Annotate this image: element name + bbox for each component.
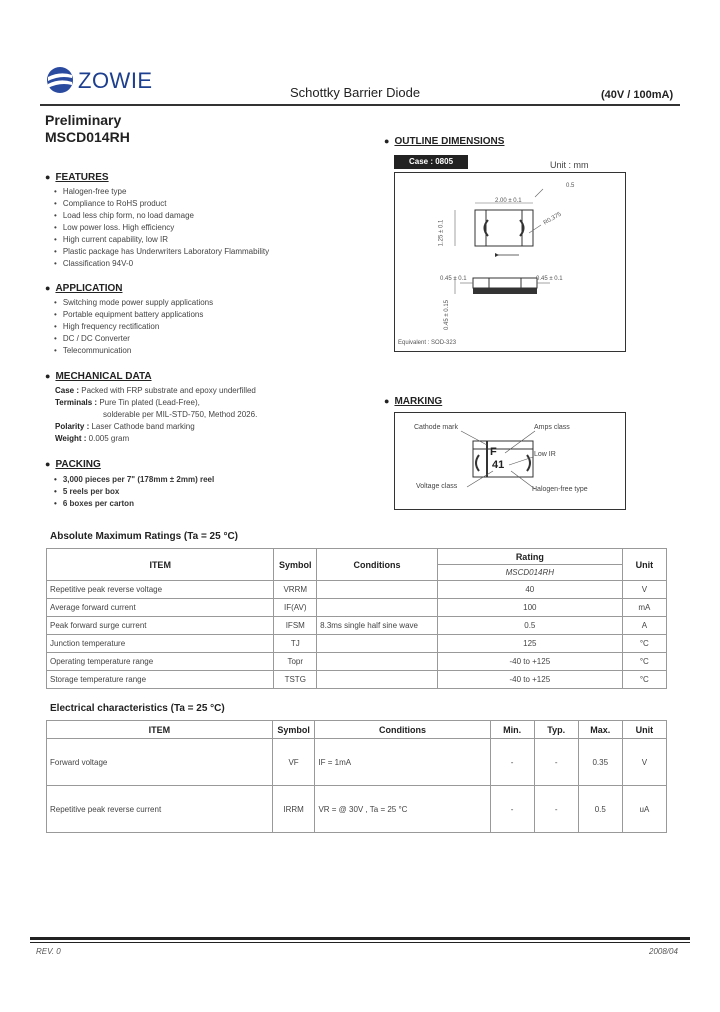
- dim-pad-left: 0.45 ± 0.1: [440, 276, 467, 282]
- cell-max: 0.35: [578, 739, 622, 786]
- col-max: Max.: [578, 721, 622, 739]
- marking-halogen: Halogen-free type: [532, 486, 588, 493]
- cell-item: Junction temperature: [47, 635, 274, 653]
- col-conditions: Conditions: [317, 549, 438, 581]
- cell-cond: 8.3ms single half sine wave: [317, 617, 438, 635]
- mechanical-data: [55, 385, 355, 445]
- part-number: MSCD014RH: [45, 129, 130, 145]
- cell-symbol: TJ: [274, 635, 317, 653]
- application-list: [54, 297, 354, 357]
- col-item: ITEM: [47, 549, 274, 581]
- marking-voltage: Voltage class: [416, 483, 458, 490]
- cell-typ: -: [534, 739, 578, 786]
- col-min: Min.: [490, 721, 534, 739]
- terminals-label: Terminals :: [55, 398, 98, 407]
- cell-symbol: VRRM: [274, 581, 317, 599]
- cell-unit: V: [622, 581, 666, 599]
- list-item: • Telecommunication: [54, 345, 354, 357]
- cell-cond: IF = 1mA: [315, 739, 490, 786]
- terminals-value-2: solderable per MIL-STD-750, Method 2026.: [103, 410, 258, 419]
- application-heading: ● APPLICATION: [45, 283, 122, 294]
- table-row: [47, 671, 667, 689]
- col-rating: Rating: [437, 549, 622, 565]
- cell-unit: °C: [622, 635, 666, 653]
- list-item: • Classification 94V-0: [54, 258, 354, 270]
- cell-typ: -: [534, 786, 578, 833]
- status-label: Preliminary: [45, 112, 122, 128]
- cell-item: Peak forward surge current: [47, 617, 274, 635]
- cell-item: Operating temperature range: [47, 653, 274, 671]
- dim-length: 2.00 ± 0.1: [495, 198, 522, 204]
- weight-label: Weight :: [55, 434, 87, 443]
- case-tag: Case : 0805: [394, 155, 468, 169]
- marking-code-number: 41: [492, 459, 505, 471]
- list-item: • DC / DC Converter: [54, 333, 354, 345]
- dim-band: 0.5: [566, 183, 575, 189]
- cell-rating: -40 to +125: [437, 671, 622, 689]
- col-conditions: Conditions: [315, 721, 490, 739]
- cell-unit: uA: [622, 786, 666, 833]
- cell-cond: [317, 653, 438, 671]
- cell-unit: V: [622, 739, 666, 786]
- list-item: • Portable equipment battery applications: [54, 309, 354, 321]
- marking-low-ir: Low IR: [534, 451, 556, 458]
- cell-symbol: TSTG: [274, 671, 317, 689]
- elec-table: [46, 720, 667, 833]
- list-item: • Plastic package has Underwriters Laboratory Flammability: [54, 246, 354, 258]
- col-rating-part: MSCD014RH: [437, 565, 622, 581]
- brand-logo: [46, 66, 74, 99]
- revision-label: REV. 0: [36, 947, 61, 956]
- footer-divider-thin: [30, 942, 690, 943]
- cell-rating: 0.5: [437, 617, 622, 635]
- unit-label: Unit : mm: [550, 160, 589, 170]
- col-item: ITEM: [47, 721, 273, 739]
- cell-rating: 125: [437, 635, 622, 653]
- cell-symbol: IF(AV): [274, 599, 317, 617]
- cell-unit: mA: [622, 599, 666, 617]
- list-item: • 3,000 pieces per 7" (178mm ± 2mm) reel: [54, 474, 374, 486]
- abs-max-table: [46, 548, 667, 689]
- list-item: • High current capability, low IR: [54, 234, 354, 246]
- elec-title: Electrical characteristics (Ta = 25 °C): [50, 703, 225, 714]
- case-label: Case :: [55, 386, 80, 395]
- cell-symbol: VF: [272, 739, 315, 786]
- cell-unit: °C: [622, 653, 666, 671]
- cell-symbol: IRRM: [272, 786, 315, 833]
- marking-amps: Amps class: [534, 424, 570, 431]
- mechanical-heading: ● MECHANICAL DATA: [45, 371, 152, 382]
- cell-cond: [317, 671, 438, 689]
- polarity-value: Laser Cathode band marking: [91, 422, 195, 431]
- cell-item: Forward voltage: [47, 739, 273, 786]
- cell-item: Repetitive peak reverse voltage: [47, 581, 274, 599]
- marking-cathode: Cathode mark: [414, 424, 458, 431]
- features-list: [54, 186, 354, 270]
- case-value: Packed with FRP substrate and epoxy underfilled: [81, 386, 256, 395]
- footer-divider: [30, 937, 690, 940]
- dim-pad-right: 0.45 ± 0.1: [536, 276, 563, 282]
- table-row: [47, 617, 667, 635]
- cell-max: 0.5: [578, 786, 622, 833]
- cell-cond: [317, 635, 438, 653]
- cell-item: Storage temperature range: [47, 671, 274, 689]
- col-unit: Unit: [622, 721, 666, 739]
- cell-symbol: IFSM: [274, 617, 317, 635]
- cell-min: -: [490, 786, 534, 833]
- terminals-value: Pure Tin plated (Lead-Free),: [99, 398, 200, 407]
- features-heading: ● FEATURES: [45, 172, 109, 183]
- cell-symbol: Topr: [274, 653, 317, 671]
- cell-item: Average forward current: [47, 599, 274, 617]
- table-row: [47, 739, 667, 786]
- table-row: [47, 599, 667, 617]
- list-item: • Low power loss. High efficiency: [54, 222, 354, 234]
- table-row: [47, 635, 667, 653]
- zowie-globe-icon: [46, 66, 74, 94]
- cell-unit: A: [622, 617, 666, 635]
- dim-height: 0.45 ± 0.15: [443, 300, 450, 330]
- col-unit: Unit: [622, 549, 666, 581]
- equivalent-label: Equivalent : SOD-323: [398, 340, 457, 346]
- date-label: 2008/04: [649, 947, 678, 956]
- col-typ: Typ.: [534, 721, 578, 739]
- list-item: • Compliance to RoHS product: [54, 198, 354, 210]
- list-item: • 5 reels per box: [54, 486, 374, 498]
- cell-cond: [317, 599, 438, 617]
- list-item: • High frequency rectification: [54, 321, 354, 333]
- cell-min: -: [490, 739, 534, 786]
- polarity-label: Polarity :: [55, 422, 90, 431]
- list-item: • Halogen-free type: [54, 186, 354, 198]
- col-symbol: Symbol: [274, 549, 317, 581]
- list-item: • 6 boxes per carton: [54, 498, 374, 510]
- cell-rating: -40 to +125: [437, 653, 622, 671]
- packing-list: [54, 474, 374, 510]
- cell-item: Repetitive peak reverse current: [47, 786, 273, 833]
- cell-unit: °C: [622, 671, 666, 689]
- list-item: • Load less chip form, no load damage: [54, 210, 354, 222]
- header-divider: [40, 104, 680, 106]
- brand-name: ZOWIE: [78, 68, 153, 93]
- table-row: [47, 786, 667, 833]
- table-row: [47, 581, 667, 599]
- marking-heading: ● MARKING: [384, 396, 442, 407]
- product-rating: (40V / 100mA): [601, 89, 674, 101]
- abs-max-title: Absolute Maximum Ratings (Ta = 25 °C): [50, 531, 239, 542]
- weight-value: 0.005 gram: [88, 434, 130, 443]
- list-item: • Switching mode power supply applications: [54, 297, 354, 309]
- outline-heading: ● OUTLINE DIMENSIONS: [384, 136, 504, 147]
- table-row: [47, 653, 667, 671]
- cell-cond: [317, 581, 438, 599]
- dim-width: 1.25 ± 0.1: [438, 219, 445, 247]
- dim-radius: R0.375: [542, 211, 563, 227]
- col-symbol: Symbol: [272, 721, 315, 739]
- cell-cond: VR = @ 30V , Ta = 25 °C: [315, 786, 490, 833]
- marking-code-letter: F: [490, 446, 497, 458]
- cell-rating: 40: [437, 581, 622, 599]
- product-type: Schottky Barrier Diode: [290, 85, 421, 100]
- packing-heading: ● PACKING: [45, 459, 101, 470]
- cell-rating: 100: [437, 599, 622, 617]
